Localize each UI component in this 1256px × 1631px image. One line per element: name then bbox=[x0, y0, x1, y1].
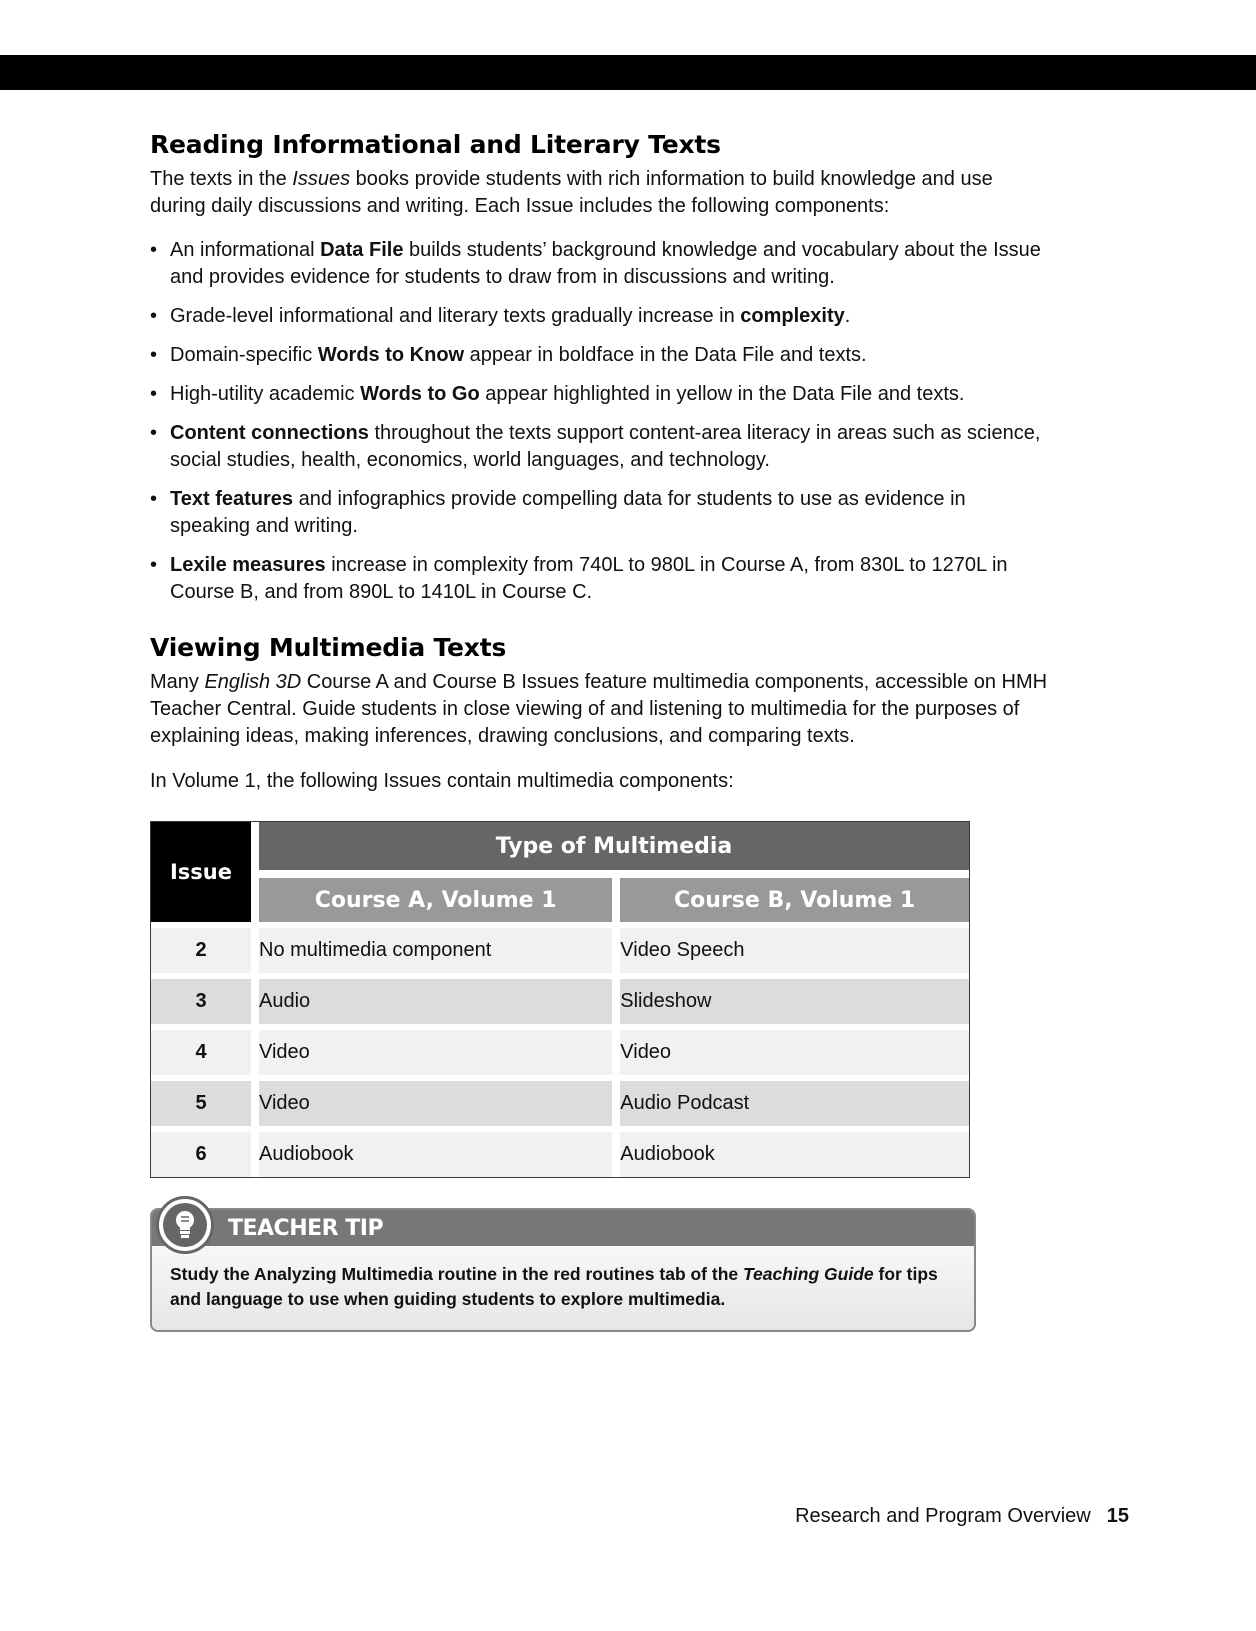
page-content bbox=[150, 130, 1050, 1332]
course-a-cell: No multimedia component bbox=[259, 922, 620, 973]
top-black-bar bbox=[0, 55, 1256, 90]
course-b-cell: Video Speech bbox=[620, 922, 969, 973]
list-item-bold: Words to Go bbox=[360, 383, 480, 405]
footer-label: Research and Program Overview bbox=[795, 1505, 1091, 1527]
course-a-cell: Audio bbox=[259, 973, 620, 1024]
list-item-bold: Data File bbox=[320, 239, 404, 261]
issue-cell: 4 bbox=[151, 1024, 259, 1075]
components-list bbox=[150, 237, 1050, 606]
lightbulb-icon-inner bbox=[163, 1203, 207, 1247]
course-b-cell: Audio Podcast bbox=[620, 1075, 969, 1126]
table-row bbox=[151, 1126, 969, 1177]
list-item bbox=[150, 303, 1050, 330]
section-title-viewing: Viewing Multimedia Texts bbox=[150, 633, 507, 662]
list-item-bold: Words to Know bbox=[317, 344, 465, 366]
page-footer bbox=[795, 1505, 1129, 1528]
table-row bbox=[151, 1024, 969, 1075]
list-item bbox=[150, 237, 1050, 291]
list-item bbox=[150, 381, 1050, 408]
list-item-bold: Lexile measures bbox=[170, 554, 326, 576]
table-row bbox=[151, 1075, 969, 1126]
course-a-cell: Video bbox=[259, 1024, 620, 1075]
list-item-text: Grade-level informational and literary texts gradually increase in bbox=[170, 305, 741, 327]
list-item bbox=[150, 552, 1050, 606]
reading-intro-italic: Issues bbox=[292, 168, 351, 190]
section-viewing-multimedia bbox=[150, 633, 1050, 795]
teacher-tip-header bbox=[152, 1210, 974, 1246]
list-item-bold: Text features bbox=[170, 488, 294, 510]
lightbulb-icon bbox=[156, 1196, 214, 1254]
section-title-reading: Reading Informational and Literary Texts bbox=[150, 130, 721, 159]
list-item bbox=[150, 420, 1050, 474]
list-item-bold: Content connections bbox=[170, 422, 369, 444]
list-item-text: An informational bbox=[170, 239, 321, 261]
list-item-text: throughout the texts support content-area literacy in areas such as science, social studies, health, economics, world languages, and technology. bbox=[170, 422, 1041, 471]
issue-cell: 5 bbox=[151, 1075, 259, 1126]
reading-intro-part2: books provide students with rich information to build knowledge and use during daily discussions and writing. Each Issue includes the following components: bbox=[150, 168, 993, 217]
list-item-text: appear highlighted in yellow in the Data File and texts. bbox=[479, 383, 965, 405]
viewing-intro-part1: Many bbox=[150, 671, 205, 693]
tip-body-italic: Teaching Guide bbox=[743, 1264, 874, 1284]
course-a-cell: Audiobook bbox=[259, 1126, 620, 1177]
issue-cell: 2 bbox=[151, 922, 259, 973]
tip-body-part2: for tips and language to use when guiding students to explore multimedia. bbox=[170, 1264, 938, 1309]
course-a-cell: Video bbox=[259, 1075, 620, 1126]
list-item-text: builds students’ background knowledge and vocabulary about the Issue and provides evidence for students to draw from in discussions and writing. bbox=[170, 239, 1041, 288]
reading-intro bbox=[150, 166, 1050, 220]
list-item-text: increase in complexity from 740L to 980L in Course A, from 830L to 1270L in Course B, and from 890L to 1410L in Course C. bbox=[170, 554, 1008, 603]
viewing-intro-italic: English 3D bbox=[204, 671, 302, 693]
issue-cell: 3 bbox=[151, 973, 259, 1024]
tip-body-part1: Study the Analyzing Multimedia routine in the red routines tab of the bbox=[170, 1264, 743, 1284]
course-a-header: Course A, Volume 1 bbox=[259, 878, 620, 922]
issue-column-header: Issue bbox=[151, 822, 259, 922]
list-item bbox=[150, 342, 1050, 369]
list-item-text: Domain-specific bbox=[170, 344, 318, 366]
teacher-tip-title: TEACHER TIP bbox=[228, 1216, 384, 1241]
list-item bbox=[150, 486, 1050, 540]
teacher-tip-body bbox=[152, 1246, 974, 1330]
list-item-bold: complexity bbox=[740, 305, 845, 327]
list-item-text: and infographics provide compelling data for students to use as evidence in speaking and writing. bbox=[170, 488, 966, 537]
list-item-text: High-utility academic bbox=[170, 383, 361, 405]
list-item-text: . bbox=[844, 305, 851, 327]
course-b-cell: Slideshow bbox=[620, 973, 969, 1024]
teacher-tip-box bbox=[150, 1208, 976, 1332]
volume-line: In Volume 1, the following Issues contain multimedia components: bbox=[150, 770, 734, 792]
course-b-cell: Video bbox=[620, 1024, 969, 1075]
list-item-text: appear in boldface in the Data File and texts. bbox=[464, 344, 867, 366]
table-row bbox=[151, 973, 969, 1024]
course-b-header: Course B, Volume 1 bbox=[620, 878, 969, 922]
reading-intro-part1: The texts in the bbox=[150, 168, 293, 190]
viewing-intro bbox=[150, 669, 1050, 750]
page-number: 15 bbox=[1106, 1505, 1129, 1527]
lightbulb-glyph-icon bbox=[170, 1208, 200, 1242]
type-of-multimedia-header: Type of Multimedia bbox=[259, 822, 969, 878]
multimedia-table bbox=[150, 821, 970, 1178]
viewing-intro-part2: Course A and Course B Issues feature multimedia components, accessible on HMH Teacher Central. Guide students in close viewing of and listening to multimedia for the purposes of explaining ideas, making inferences, drawing conclusions, and comparing texts. bbox=[150, 671, 1048, 747]
table-row bbox=[151, 922, 969, 973]
issue-cell: 6 bbox=[151, 1126, 259, 1177]
course-b-cell: Audiobook bbox=[620, 1126, 969, 1177]
